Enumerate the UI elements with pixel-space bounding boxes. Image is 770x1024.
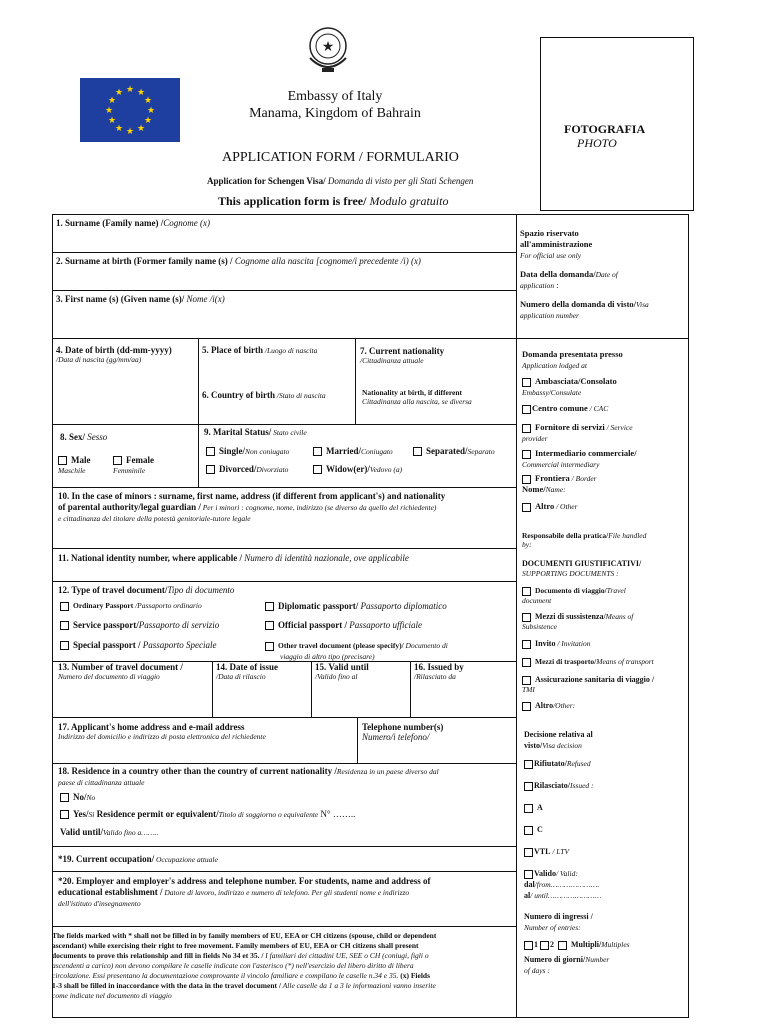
field-9-marital-status: 9. Marital Status/ Stato civile: [204, 427, 307, 437]
lodged-section: Domanda presentata presso Application lodged at Ambasciata/Consolato Embassy/Consulate Centro comune / CAC Fornitore di servizi / Service provider Intermediario commerciale/ Commercial intermediary Frontiera / Border Nome/Name: Altro / Other: [522, 349, 688, 512]
doc-official-checkbox[interactable]: Official passport / Passaporto ufficiale: [265, 620, 422, 630]
svg-text:★: ★: [136, 124, 146, 134]
lodged-intermediary-checkbox[interactable]: Intermediario commerciale/: [522, 448, 688, 459]
doc-insurance-checkbox[interactable]: Assicurazione sanitaria di viaggio /: [522, 675, 688, 685]
doc-ordinary-checkbox[interactable]: Ordinary Passport /Passaporto ordinario: [60, 601, 202, 611]
doc-travel-checkbox[interactable]: Documento di viaggio/Travel: [522, 586, 688, 596]
field-2-surname-at-birth[interactable]: 2. Surname at birth (Former family name (s) / Cognome alla nascita [cognome/i precedente /i) (x): [56, 256, 421, 266]
free-notice: This application form is free/ Modulo gratuito: [218, 194, 449, 208]
embassy-location: Manama, Kingdom of Bahrain: [249, 106, 421, 121]
visa-decision-section: Decisione relativa al visto/Visa decision Rifiutato/Refused Rilasciato/Issued : A C VTL / LTV Valido/ Valid: dal/from…………………. al/ until…………………… Numero di ingressi / Number of entries: 1 2 Multipli/Multiples Numero di giorni/Number of days :: [524, 729, 688, 976]
svg-text:★: ★: [125, 85, 135, 95]
decision-issued-checkbox[interactable]: Rilasciato/Issued :: [524, 780, 688, 791]
field-5-place-of-birth[interactable]: 5. Place of birth /Luogo di nascita: [202, 345, 318, 355]
svg-text:★: ★: [321, 39, 335, 55]
doc-other-checkbox[interactable]: Altro/Other:: [522, 701, 688, 711]
sex-male-checkbox[interactable]: Male Maschile: [58, 455, 91, 476]
field-20-employer[interactable]: *20. Employer and employer's address and telephone number. For students, name and address of educational establishment / Datore di lavoro, indirizzo e numero di telefono. Per gli studenti nome e indirizzo dell'istituto d'insegnamento: [58, 876, 431, 908]
valid-until-field[interactable]: al/ until……………………: [524, 891, 602, 900]
decision-valid-checkbox[interactable]: Valido/ Valid:: [524, 868, 688, 879]
doc-service-checkbox[interactable]: Service passport/Passaporto di servizio: [60, 620, 219, 630]
lodged-embassy-checkbox[interactable]: Ambasciata/Consolato: [522, 376, 688, 387]
lodged-other-checkbox[interactable]: Altro / Other: [522, 501, 688, 512]
official-use-sidebar: Spazio riservato all'amministrazione For official use only Data della domanda/Date of application : Numero della domanda di visto/Visa application number: [520, 228, 649, 320]
photo-box: [540, 37, 694, 211]
doc-transport-checkbox[interactable]: Mezzi di trasporto/Means of transport: [522, 657, 688, 667]
lodged-provider-checkbox[interactable]: Fornitore di servizi / Service: [522, 422, 688, 433]
residence-yes-checkbox[interactable]: Yes/Sì Residence permit or equivalent/Titolo di soggiorno o equivalente N° ……..: [60, 809, 355, 819]
entries-checkboxes[interactable]: 1 2 Multipli/Multiples: [524, 939, 688, 950]
field-17-address[interactable]: 17. Applicant's home address and e-mail address Indirizzo del domicilio e indirizzo di posta elettronica del richiedente: [58, 722, 266, 741]
sex-female-checkbox[interactable]: Female Femminile: [113, 455, 154, 476]
residence-valid-until[interactable]: Valid until/Valido fino a……..: [60, 827, 159, 837]
svg-text:★: ★: [146, 106, 156, 116]
field-10-guardian[interactable]: 10. In the case of minors : surname, first name, address (if different from applicant's) and nationality of parental authority/legal guardian / Per i minori : cognome, nome, indirizzo (se diverso da quello del richiedente) e cittadinanza del titolare della potestà genitoriale-tutore legale: [58, 491, 446, 523]
doc-special-checkbox[interactable]: Special passport / Passaporto Speciale: [60, 640, 217, 650]
field-15-valid-until[interactable]: 15. Valid until /Valido fino al: [315, 662, 369, 681]
field-18-residence: 18. Residence in a country other than the country of current nationality /Residenza in un paese diverso dal paese di cittadinanza attuale: [58, 766, 439, 787]
eu-stars-icon: [80, 78, 180, 142]
eu-flag: [80, 78, 180, 142]
field-16-issued-by[interactable]: 16. Issued by /Rilasciato da: [414, 662, 464, 681]
doc-diplomatic-checkbox[interactable]: Diplomatic passport/ Passaporto diplomatico: [265, 601, 447, 611]
italy-emblem-icon: [302, 18, 354, 78]
svg-text:★: ★: [143, 96, 153, 106]
svg-text:★: ★: [136, 88, 146, 98]
svg-text:★: ★: [104, 106, 114, 116]
doc-means-checkbox[interactable]: Mezzi di sussistenza/Means of: [522, 612, 688, 622]
decision-vtl-checkbox[interactable]: VTL / LTV: [524, 846, 688, 857]
svg-text:★: ★: [114, 88, 124, 98]
file-handled-by: Responsabile della pratica/File handled by:: [522, 531, 647, 549]
doc-invite-checkbox[interactable]: Invito / Invitation: [522, 639, 688, 649]
embassy-name: Embassy of Italy: [287, 89, 383, 104]
marital-separated-checkbox[interactable]: Separated/Separato: [413, 446, 495, 456]
field-telephone[interactable]: Telephone number(s) Numero/i telefono/: [362, 722, 444, 742]
doc-other-checkbox[interactable]: Other travel document (please specify)/ Documento di viaggio di altro tipo (precisare): [265, 640, 448, 662]
field-19-occupation[interactable]: *19. Current occupation/ Occupazione attuale: [58, 854, 218, 864]
supporting-docs-section: DOCUMENTI GIUSTIFICATIVI/ SUPPORTING DOCUMENTS : Documento di viaggio/Travel document Mezzi di sussistenza/Means of Subsistence Invito / Invitation Mezzi di trasporto/Means of transport Assicurazione sanitaria di viaggio / TMI Altro/Other:: [522, 559, 688, 711]
svg-text:★: ★: [107, 116, 117, 126]
field-7-nationality[interactable]: 7. Current nationality /Cittadinanza attuale: [360, 346, 445, 365]
lodged-border-checkbox[interactable]: Frontiera / Border: [522, 473, 688, 484]
svg-text:★: ★: [114, 124, 124, 134]
marital-divorced-checkbox[interactable]: Divorced/Divorziato: [206, 464, 288, 474]
svg-text:★: ★: [143, 116, 153, 126]
marital-married-checkbox[interactable]: Married/Coniugato: [313, 446, 393, 456]
photo-label: FOTOGRAFIA: [564, 122, 646, 136]
field-12-doc-type: 12. Type of travel document/Tipo di documento: [58, 585, 235, 595]
marital-single-checkbox[interactable]: Single/Non coniugato: [206, 446, 289, 456]
form-subtitle: Application for Schengen Visa/ Domanda di visto per gli Stati Schengen: [207, 176, 474, 186]
field-7-nationality-at-birth[interactable]: Nationality at birth, if different Cittadinanza alla nascita, se diversa: [362, 388, 472, 406]
residence-no-checkbox[interactable]: No/No: [60, 792, 95, 802]
field-14-date-of-issue[interactable]: 14. Date of issue /Data di rilascio: [216, 662, 278, 681]
marital-widow-checkbox[interactable]: Widow(er)/Vedovo (a): [313, 464, 402, 474]
decision-a-checkbox[interactable]: A: [524, 802, 688, 813]
field-1-surname[interactable]: 1. Surname (Family name) /Cognome (x): [56, 218, 210, 228]
field-11-national-id[interactable]: 11. National identity number, where applicable / Numero di identità nazionale, ove applicabile: [58, 553, 409, 563]
svg-text:★: ★: [107, 96, 117, 106]
valid-from-field[interactable]: dal/from………………….: [524, 880, 600, 889]
decision-refused-checkbox[interactable]: Rifiutato/Refused: [524, 758, 688, 769]
photo-label-it: PHOTO: [577, 136, 617, 150]
decision-c-checkbox[interactable]: C: [524, 824, 688, 835]
field-4-date-of-birth[interactable]: 4. Date of birth (dd-mm-yyyy) /Data di nascita (gg/mm/aa): [56, 345, 172, 364]
field-3-first-name[interactable]: 3. First name (s) (Given name (s)/ Nome /i(x): [56, 294, 225, 304]
lodged-cac-checkbox[interactable]: Centro comune / CAC: [522, 403, 688, 414]
field-8-sex: 8. Sex/ Sesso: [60, 432, 108, 442]
days-field[interactable]: Numero di giorni/Number: [524, 955, 610, 964]
form-title: APPLICATION FORM / FORMULARIO: [222, 150, 459, 165]
svg-text:★: ★: [125, 127, 135, 137]
footer-note: The fields marked with * shall not be filled in by family members of EU, EEA or CH citizens (spouse, child or dependent ascendant) while exercising their right to free movement. Family members of EU, EEA or CH citizens shall present documents to prove this relationship and fill in fields No 34 et 35. / I familiari dei cittadini UE, SEE o CH (coniugi, figli o ascendenti a carico) non devono compilare le caselle indicate con l'asterisco (*) nell'esercizio del libero diritto di libera circolazione. Essi presentano la documentazione comprovante il vincolo familiare e compilano le caselle n.34 e 35. (x) Fields 1-3 shall be filled in inaccordance with the data in the travel document / Alle caselle da 1 a 3 le informazioni vanno inserite come indicate nel documento di viaggio: [52, 931, 437, 1000]
field-13-doc-number[interactable]: 13. Number of travel document / Numero del documento di viaggio: [58, 662, 183, 681]
field-6-country-of-birth[interactable]: 6. Country of birth /Stato di nascita: [202, 390, 326, 400]
